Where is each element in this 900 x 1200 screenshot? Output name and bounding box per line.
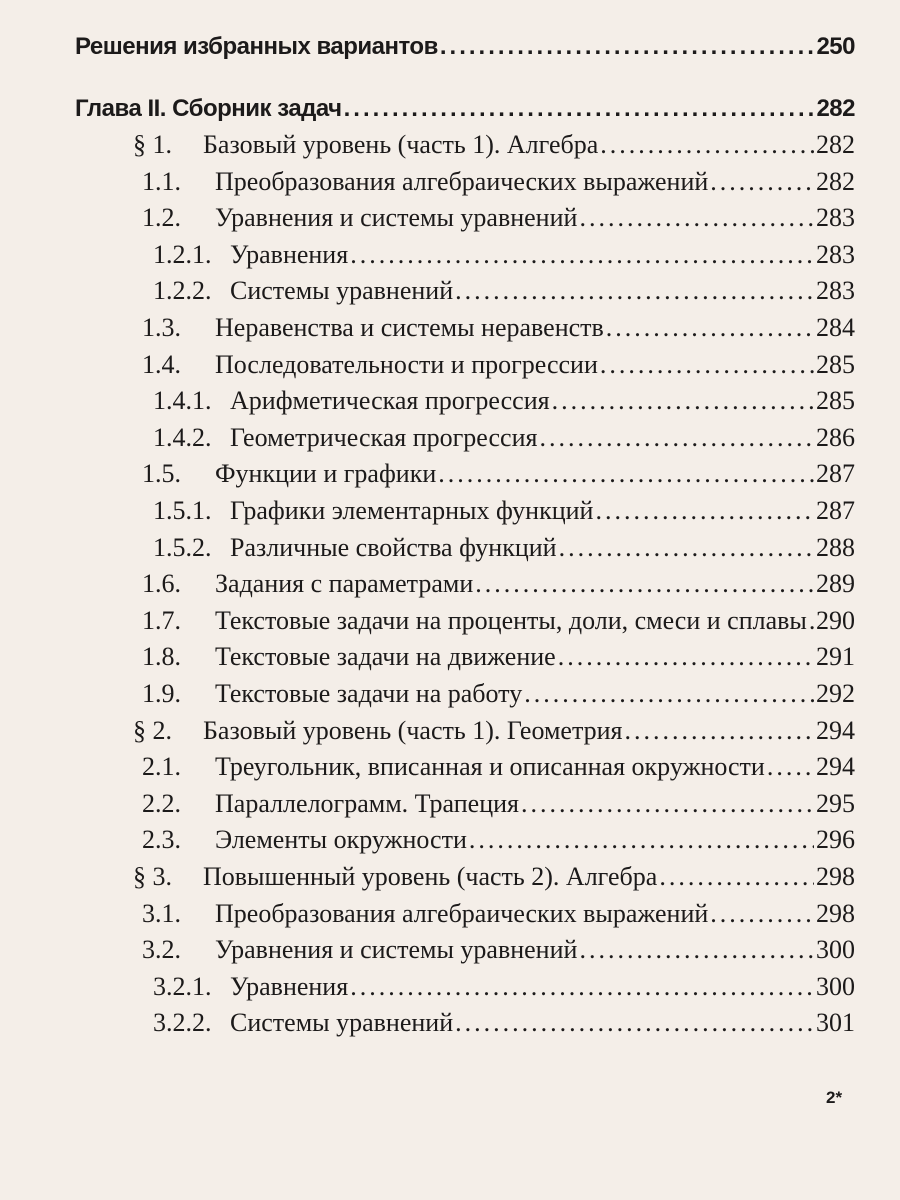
toc-entry-page: 290 <box>816 605 855 635</box>
toc-entry-number: 1.5.1. <box>153 496 212 525</box>
toc-entry <box>133 860 855 894</box>
toc-entry-title: Повышенный уровень (часть 2). Алгебра <box>203 862 658 891</box>
signature-mark: 2* <box>826 1088 843 1107</box>
toc-entry-number: § 2. <box>133 715 172 745</box>
toc-entry <box>142 201 855 235</box>
toc-entry-title: Неравенства и системы неравенств <box>215 313 604 342</box>
toc-entry <box>133 128 855 162</box>
dot-leader <box>455 1006 814 1040</box>
toc-entry-title: Параллелограмм. Трапеция <box>215 788 519 818</box>
toc-entry-number: 1.4.2. <box>153 422 212 452</box>
toc-entry-page: 282 <box>816 95 855 122</box>
toc-entry <box>142 567 855 601</box>
toc-entry-title: Арифметическая прогрессия <box>230 386 550 416</box>
toc-entry-number: 1.4.1. <box>153 386 212 416</box>
toc-entry-title: Системы уравнений <box>230 276 454 306</box>
dot-leader <box>475 567 814 601</box>
dot-leader <box>595 494 814 528</box>
toc-entry-title: Последовательности и прогрессии <box>215 349 598 379</box>
dot-leader <box>438 457 814 491</box>
toc-entry-page: 282 <box>816 166 855 196</box>
dot-leader <box>455 274 814 308</box>
toc-entry-title: Базовый уровень (часть 1). Геометрия <box>203 715 623 745</box>
dot-leader <box>767 750 814 784</box>
dot-leader <box>350 970 814 1004</box>
toc-entry-page: 287 <box>816 459 855 489</box>
toc-entry-number: 1.6. <box>142 569 181 599</box>
toc-entry-title: Элементы окружности <box>215 825 467 855</box>
toc-entry-title: Функции и графики <box>215 459 437 489</box>
dot-leader <box>710 165 814 199</box>
toc-entry-number: 1.8. <box>142 642 181 672</box>
toc-entry-page: 292 <box>816 679 855 708</box>
toc-entry-page: 298 <box>816 898 855 928</box>
toc-entry <box>142 604 855 638</box>
toc-entry <box>153 1006 855 1040</box>
toc-entry-page: 287 <box>816 496 855 525</box>
toc-entry-page: 285 <box>816 349 855 379</box>
toc-entry <box>142 897 855 931</box>
toc-entry-page: 250 <box>816 33 855 60</box>
toc-entry <box>142 457 855 491</box>
toc-entry <box>153 494 855 528</box>
toc-entry-number: 2.1. <box>142 752 181 782</box>
toc-entry-page: 284 <box>816 313 855 342</box>
dot-leader <box>559 531 814 565</box>
toc-entry-title: Геометрическая прогрессия <box>230 422 538 452</box>
toc-entry-title: Уравнения <box>230 971 349 1001</box>
toc-entry-number: 2.2. <box>142 788 181 818</box>
toc-entry-page: 298 <box>816 862 855 891</box>
toc-entry-number: 3.2.2. <box>153 1008 212 1038</box>
toc-entry-number: § 3. <box>133 862 172 891</box>
toc-entry-page: 283 <box>816 276 855 306</box>
toc-entry <box>142 311 855 345</box>
toc-entry-number: 1.2.1. <box>153 239 212 269</box>
toc-entry-title: Преобразования алгебраических выражений <box>215 166 709 196</box>
dot-leader <box>521 787 814 821</box>
toc-entry-page: 282 <box>816 130 855 159</box>
toc-entry <box>153 238 855 272</box>
toc-entry-page: 285 <box>816 386 855 416</box>
toc-entry <box>153 274 855 308</box>
dot-leader <box>600 348 814 382</box>
toc-entry-number: 1.5. <box>142 459 181 489</box>
dot-leader <box>524 677 814 711</box>
toc-entry-page: 283 <box>816 239 855 269</box>
dot-leader <box>600 128 814 162</box>
toc-entry <box>142 787 855 821</box>
dot-leader <box>469 823 814 857</box>
toc-entry-page: 294 <box>816 752 855 782</box>
toc-entry-number: 2.3. <box>142 825 181 855</box>
dot-leader <box>539 421 814 455</box>
dot-leader <box>710 897 814 931</box>
toc-entry <box>133 714 855 748</box>
toc-entry <box>142 677 855 711</box>
toc-entry-page: 301 <box>816 1008 855 1038</box>
toc-entry-page: 295 <box>816 788 855 818</box>
toc-entry <box>153 384 855 418</box>
toc-entry-title: Системы уравнений <box>230 1008 454 1038</box>
toc-entry-number: § 1. <box>133 130 172 159</box>
toc-entry-title: Графики элементарных функций <box>230 496 594 525</box>
toc-entry-number: 1.9. <box>142 679 181 708</box>
toc-entry-number: 3.1. <box>142 898 181 928</box>
toc-entry-title: Уравнения <box>230 239 349 269</box>
toc-entry-title: Текстовые задачи на проценты, доли, смеси и сплавы <box>215 605 807 635</box>
dot-leader <box>809 604 814 638</box>
toc-entry-number: 1.7. <box>142 605 181 635</box>
toc-entry-page: 286 <box>816 422 855 452</box>
toc-entry-title: Преобразования алгебраических выражений <box>215 898 709 928</box>
toc-entry-page: 283 <box>816 203 855 233</box>
toc-entry-page: 300 <box>816 935 855 965</box>
toc-entry-number: 1.2.2. <box>153 276 212 306</box>
toc-entry-number: 1.3. <box>142 313 181 342</box>
toc-entry-page: 291 <box>816 642 855 672</box>
toc-entry <box>75 30 855 64</box>
dot-leader <box>579 201 814 235</box>
toc-entry-number: 1.1. <box>142 166 181 196</box>
dot-leader <box>552 384 814 418</box>
toc-entry <box>75 92 855 126</box>
toc-entry-title: Задания с параметрами <box>215 569 474 599</box>
toc-entry-page: 300 <box>816 971 855 1001</box>
toc-entry-title: Текстовые задачи на работу <box>215 679 523 708</box>
toc-entry-title: Глава II. Сборник задач <box>75 95 342 122</box>
toc-entry-page: 289 <box>816 569 855 599</box>
dot-leader <box>344 92 815 126</box>
toc-entry-page: 296 <box>816 825 855 855</box>
toc-entry-number: 1.2. <box>142 203 181 233</box>
toc-entry-number: 3.2.1. <box>153 971 212 1001</box>
toc-entry-title: Уравнения и системы уравнений <box>215 203 578 233</box>
toc-entry <box>153 421 855 455</box>
toc-entry-page: 288 <box>816 532 855 562</box>
toc-entry <box>142 933 855 967</box>
toc-entry-title: Решения избранных вариантов <box>75 33 438 60</box>
toc-entry <box>142 165 855 199</box>
toc-entry-page: 294 <box>816 715 855 745</box>
dot-leader <box>659 860 814 894</box>
toc-entry-title: Уравнения и системы уравнений <box>215 935 578 965</box>
toc-entry-title: Различные свойства функций <box>230 532 557 562</box>
toc-entry <box>142 348 855 382</box>
toc-entry <box>153 531 855 565</box>
dot-leader <box>579 933 814 967</box>
dot-leader <box>625 714 814 748</box>
dot-leader <box>558 640 814 674</box>
toc-entry-title: Треугольник, вписанная и описанная окружности <box>215 752 765 782</box>
dot-leader <box>440 30 815 64</box>
toc-entry <box>142 750 855 784</box>
toc-entry-number: 3.2. <box>142 935 181 965</box>
toc-entry <box>153 970 855 1004</box>
toc-entry <box>142 640 855 674</box>
toc-entry-title: Текстовые задачи на движение <box>215 642 556 672</box>
toc-entry-number: 1.5.2. <box>153 532 212 562</box>
dot-leader <box>606 311 814 345</box>
toc-entry-number: 1.4. <box>142 349 181 379</box>
toc-entry <box>142 823 855 857</box>
dot-leader <box>350 238 814 272</box>
toc-entry-title: Базовый уровень (часть 1). Алгебра <box>203 130 599 159</box>
